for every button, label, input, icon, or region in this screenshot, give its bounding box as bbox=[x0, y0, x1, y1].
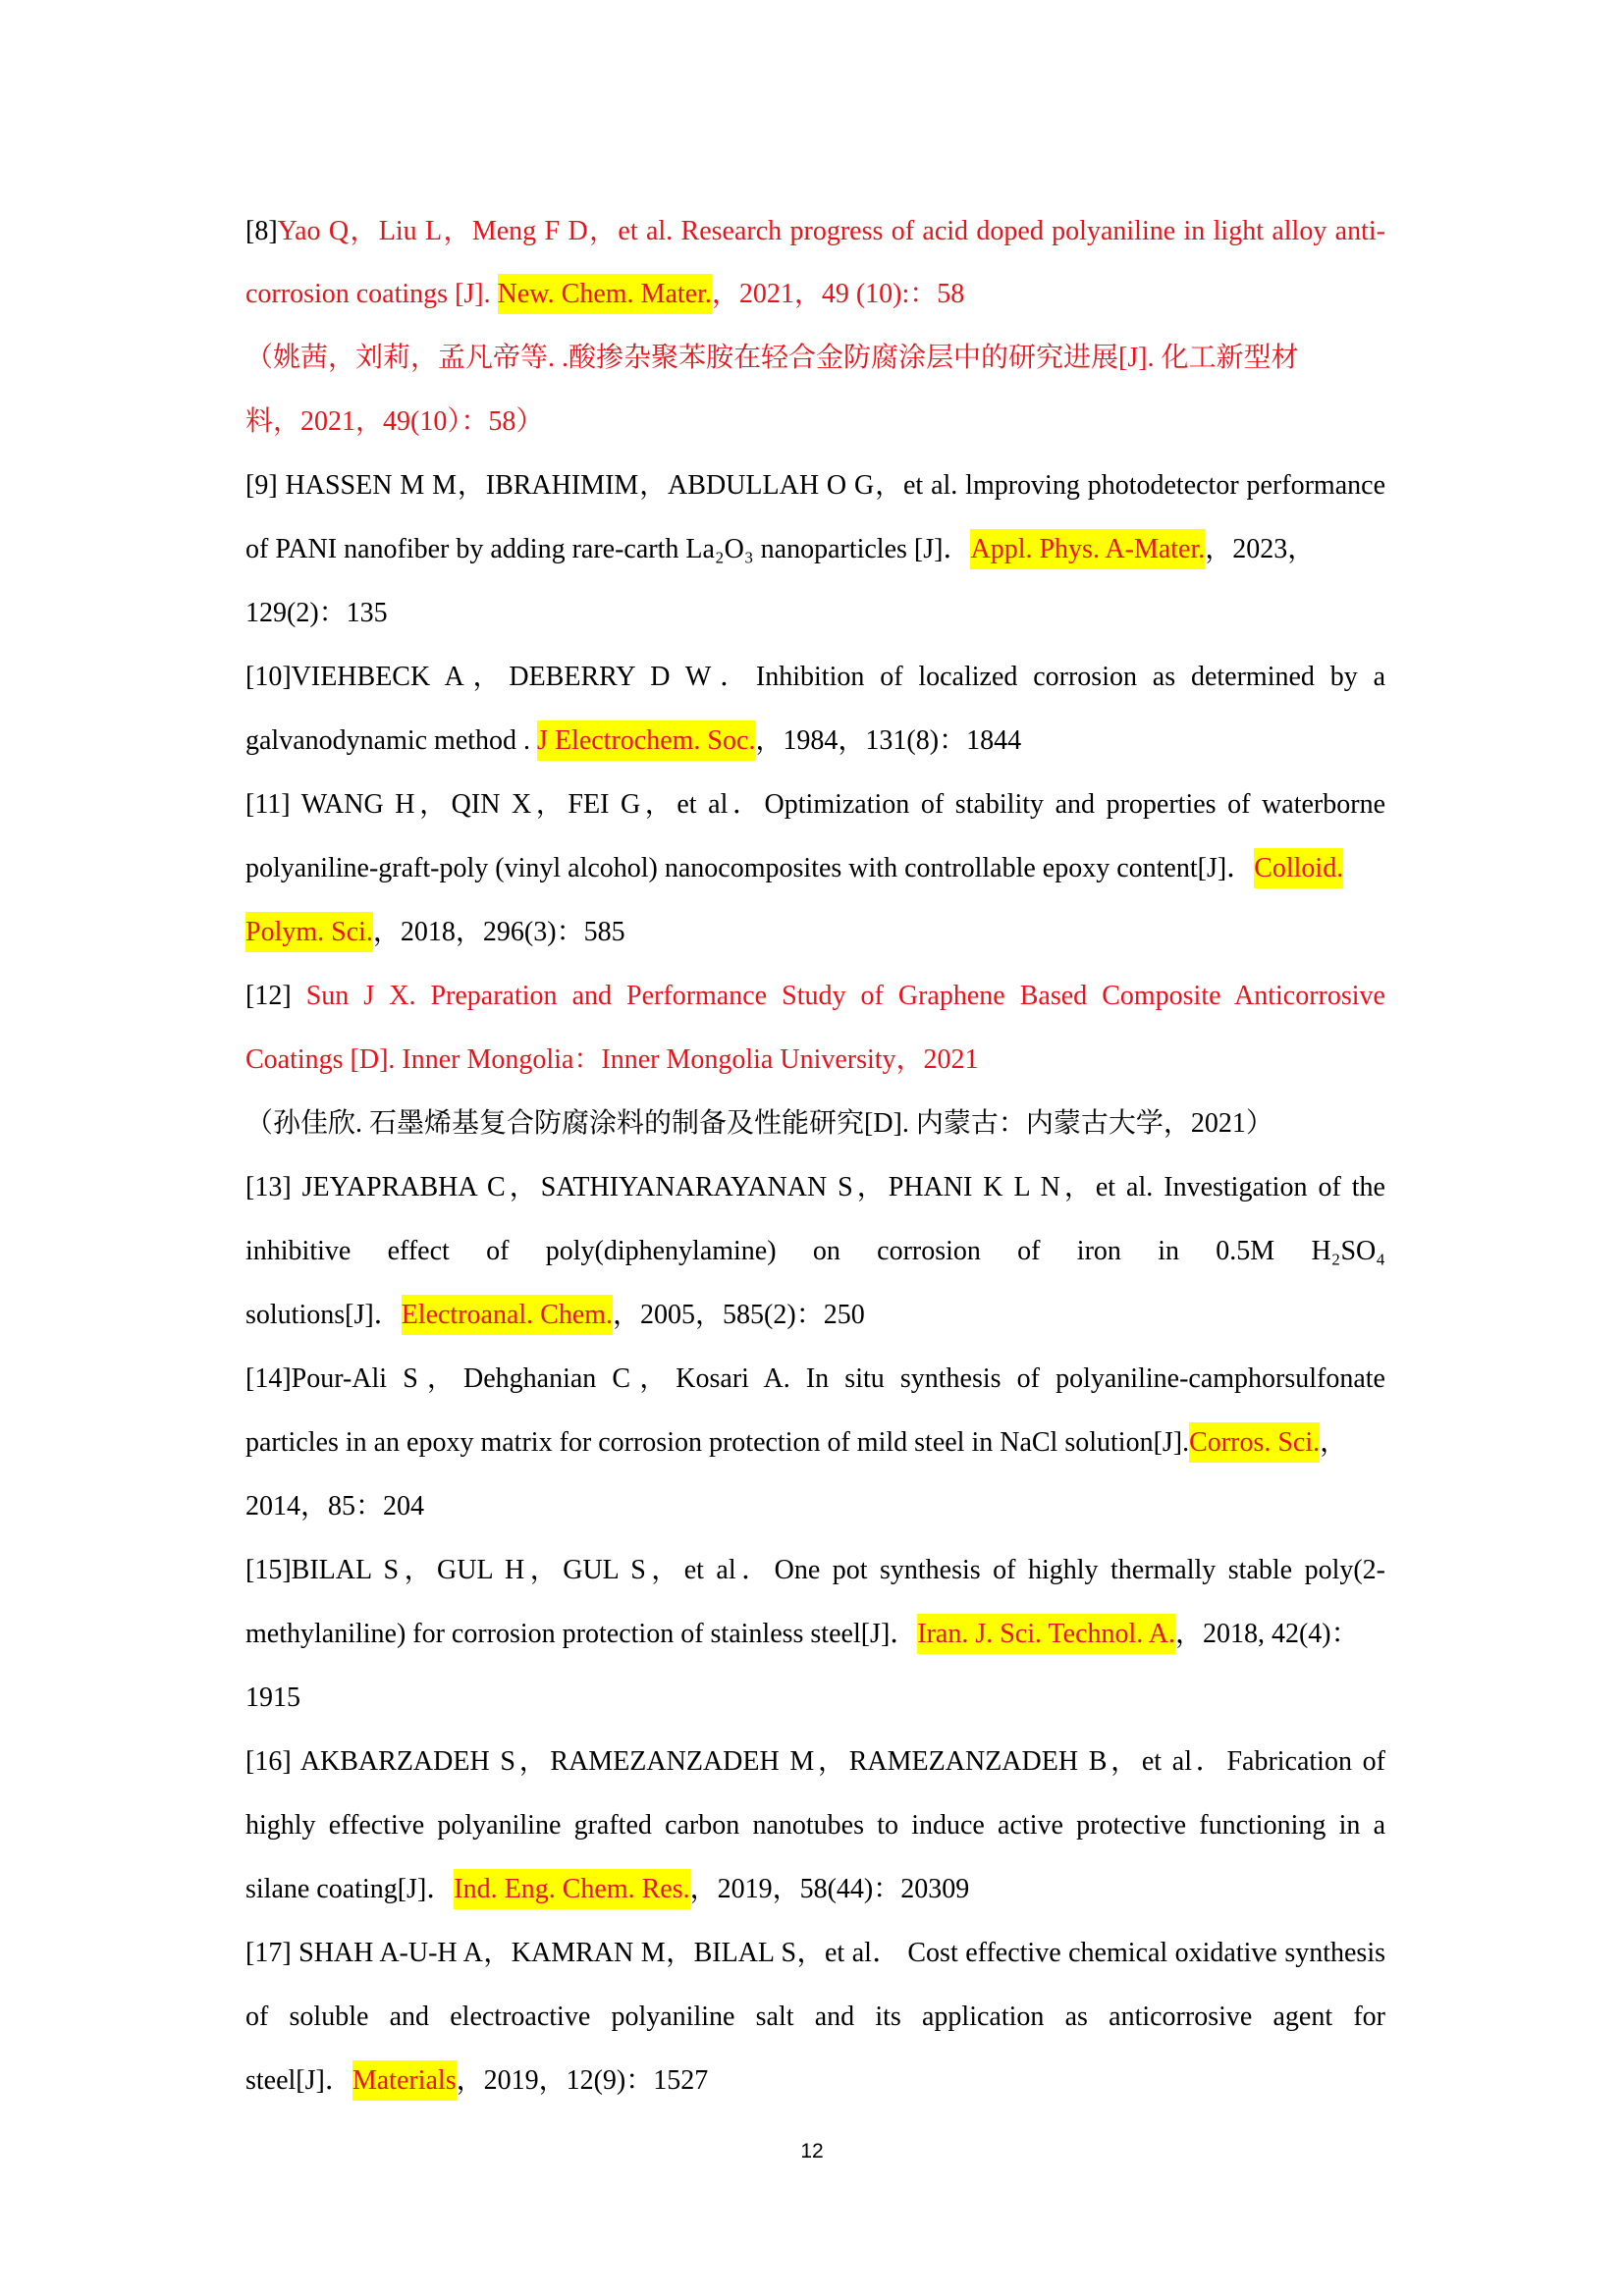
reference-text: ，2021，49 (10):：58 bbox=[711, 279, 965, 309]
reference-text: methylaniline) for corrosion protection of stainless steel[J]． bbox=[245, 1619, 918, 1649]
reference-text: [8] bbox=[245, 216, 278, 246]
reference-text: highly effective polyaniline grafted carbon nanotubes to induce active protective functioning in a bbox=[245, 1810, 1385, 1841]
reference-text: [12] bbox=[245, 981, 306, 1011]
reference-line bbox=[245, 1744, 1385, 1780]
reference-line bbox=[245, 468, 1385, 504]
reference-line bbox=[245, 1170, 1385, 1205]
highlighted-journal-name: Electroanal. Chem. bbox=[402, 1295, 613, 1335]
reference-line bbox=[245, 787, 1385, 823]
highlighted-journal-name: Iran. J. Sci. Technol. A. bbox=[917, 1614, 1175, 1654]
reference-text: [16] AKBARZADEH S，RAMEZANZADEH M，RAMEZANZADEH B，et al．Fabrication of bbox=[245, 1746, 1385, 1777]
reference-text: [9] HASSEN M M，IBRAHIMIM，ABDULLAH O G，et al. lmproving photodetector performance bbox=[245, 470, 1385, 501]
reference-line bbox=[245, 915, 1385, 950]
highlighted-journal-name: Corros. Sci. bbox=[1189, 1422, 1320, 1463]
reference-text: ，2019，12(9)：1527 bbox=[456, 2065, 709, 2096]
reference-text: [14]Pour-Ali S，Dehghanian C，Kosari A. In situ synthesis of polyaniline-camphorsulfonate bbox=[245, 1363, 1385, 1394]
reference-text: [11] WANG H，QIN X，FEI G，et al．Optimization of stability and properties of waterborne bbox=[245, 789, 1385, 820]
reference-text: ，2018, 42(4)： bbox=[1174, 1619, 1359, 1649]
highlighted-journal-name: New. Chem. Mater. bbox=[498, 274, 712, 314]
highlighted-journal-name: Polym. Sci. bbox=[245, 912, 373, 952]
reference-line bbox=[245, 1489, 1385, 1524]
reference-line bbox=[245, 851, 1385, 886]
reference-text: solutions[J]． bbox=[245, 1300, 402, 1330]
reference-line bbox=[245, 532, 1385, 567]
highlighted-journal-name: J Electrochem. Soc. bbox=[537, 721, 755, 761]
highlighted-journal-name: Colloid. bbox=[1254, 848, 1343, 888]
reference-text: 129(2)：135 bbox=[245, 598, 388, 628]
reference-text: 1915 bbox=[245, 1682, 300, 1713]
reference-text: ， bbox=[1320, 1427, 1348, 1458]
reference-text: particles in an epoxy matrix for corrosion protection of mild steel in NaCl solution[J]. bbox=[245, 1427, 1190, 1458]
reference-text: （孙佳欣. 石墨烯基复合防腐涂料的制备及性能研究[D]. 内蒙古：内蒙古大学，2021） bbox=[245, 1108, 1273, 1139]
reference-text: polyaniline-graft-poly (vinyl alcohol) nanocomposites with controllable epoxy content[J]． bbox=[245, 853, 1255, 883]
reference-text: 2014，85：204 bbox=[245, 1491, 425, 1522]
reference-text: （姚茜，刘莉，孟凡帝等. .酸掺杂聚苯胺在轻合金防腐涂层中的研究进展[J]. 化工新型材 bbox=[245, 343, 1299, 373]
reference-line bbox=[245, 1234, 1385, 1269]
reference-line bbox=[245, 1298, 1385, 1333]
highlighted-journal-name: Ind. Eng. Chem. Res. bbox=[454, 1869, 689, 1909]
reference-line bbox=[245, 1106, 1385, 1142]
reference-text: silane coating[J]． bbox=[245, 1874, 455, 1904]
reference-text: [15]BILAL S，GUL H，GUL S，et al．One pot synthesis of highly thermally stable poly(2- bbox=[245, 1555, 1385, 1585]
page-number: 12 bbox=[800, 2140, 824, 2163]
reference-text: of PANI nanofiber by adding rare-carth La₂O₃ nanoparticles [J]． bbox=[245, 534, 971, 564]
reference-text: ，2018，296(3)：585 bbox=[372, 917, 625, 947]
reference-line bbox=[245, 596, 1385, 631]
reference-text: corrosion coatings [J]. bbox=[245, 279, 498, 309]
reference-line bbox=[245, 979, 1385, 1014]
reference-line bbox=[245, 1425, 1385, 1461]
reference-text: ，1984，131(8)：1844 bbox=[755, 725, 1022, 756]
reference-line bbox=[245, 404, 1385, 440]
reference-text: [17] SHAH A-U-H A，KAMRAN M，BILAL S，et al． Cost effective chemical oxidative synthesis bbox=[245, 1938, 1385, 1968]
reference-text: Yao Q，Liu L，Meng F D，et al. Research progress of acid doped polyaniline in light alloy anti- bbox=[277, 216, 1385, 246]
reference-text: inhibitive effect of poly(diphenylamine) on corrosion of iron in 0.5M H₂SO₄ bbox=[245, 1236, 1385, 1266]
reference-text: Sun J X. Preparation and Performance Study of Graphene Based Composite Anticorrosive bbox=[305, 981, 1385, 1011]
reference-line bbox=[245, 1808, 1385, 1843]
reference-line bbox=[245, 341, 1385, 376]
highlighted-journal-name: Materials bbox=[352, 2060, 457, 2101]
reference-text: ，2019，58(44)：20309 bbox=[689, 1874, 970, 1904]
reference-text: ，2005，585(2)：250 bbox=[613, 1300, 865, 1330]
reference-text: of soluble and electroactive polyaniline salt and its application as anticorrosive agent for bbox=[245, 2002, 1385, 2032]
reference-text: steel[J]． bbox=[245, 2065, 352, 2096]
reference-text: [10]VIEHBECK A，DEBERRY D W．Inhibition of localized corrosion as determined by a bbox=[245, 662, 1385, 692]
reference-line bbox=[245, 2000, 1385, 2035]
reference-line bbox=[245, 1872, 1385, 1907]
reference-line bbox=[245, 214, 1385, 249]
reference-line bbox=[245, 723, 1385, 759]
reference-text: 料，2021，49(10）：58） bbox=[245, 406, 544, 437]
reference-text: ，2023， bbox=[1205, 534, 1316, 564]
reference-line bbox=[245, 1681, 1385, 1716]
reference-line bbox=[245, 1362, 1385, 1397]
reference-line bbox=[245, 1042, 1385, 1078]
reference-line bbox=[245, 2063, 1385, 2099]
reference-text: [13] JEYAPRABHA C，SATHIYANARAYANAN S，PHANI K L N，et al. Investigation of the bbox=[245, 1172, 1385, 1202]
reference-line bbox=[245, 1936, 1385, 1971]
reference-line bbox=[245, 660, 1385, 695]
highlighted-journal-name: Appl. Phys. A-Mater. bbox=[970, 529, 1205, 569]
reference-line bbox=[245, 277, 1385, 312]
reference-text: galvanodynamic method . bbox=[245, 725, 538, 756]
reference-line bbox=[245, 1553, 1385, 1588]
reference-text: Coatings [D]. Inner Mongolia：Inner Mongolia University，2021 bbox=[245, 1044, 979, 1075]
reference-line bbox=[245, 1617, 1385, 1652]
